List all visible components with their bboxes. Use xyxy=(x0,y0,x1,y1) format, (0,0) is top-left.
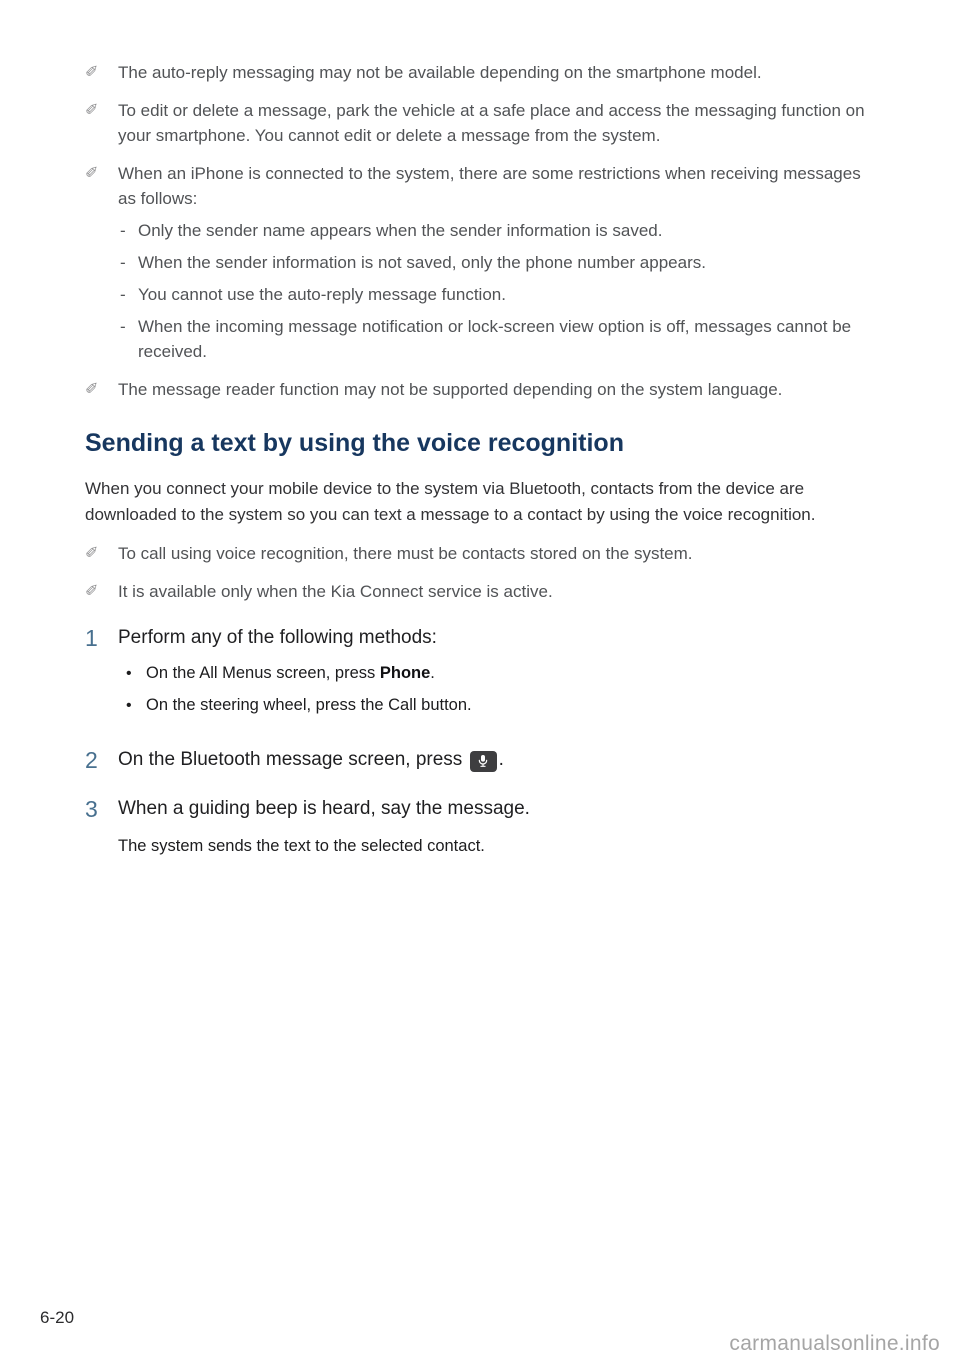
list-item-text: When the incoming message notification or lock-screen view option is off, messages cannot be received. xyxy=(138,317,852,361)
step-1 xyxy=(85,624,872,725)
step-body xyxy=(118,795,872,858)
note-item xyxy=(85,98,872,148)
bullet-text xyxy=(146,661,435,686)
method-bullet-list xyxy=(126,661,872,718)
note-text: The message reader function may not be supported depending on the system language. xyxy=(118,380,783,399)
note-item xyxy=(85,579,872,604)
note-text: When an iPhone is connected to the system, there are some restrictions when receiving messages as follows: xyxy=(118,164,861,208)
step-number: 3 xyxy=(85,796,98,822)
dash-marker: - xyxy=(120,317,126,336)
step-detail-text: The system sends the text to the selected contact. xyxy=(118,837,485,855)
note-item xyxy=(85,377,872,402)
page-number: 6-20 xyxy=(40,1308,75,1327)
mic-icon xyxy=(470,751,497,772)
note-item xyxy=(85,60,872,85)
bullet-text-post: . xyxy=(430,664,435,682)
note-group-iphone-restrictions xyxy=(85,161,872,364)
pen-note-icon: ✐ xyxy=(85,102,99,119)
bullet-marker: • xyxy=(126,665,132,682)
step-body xyxy=(118,624,872,725)
pen-note-icon: ✐ xyxy=(85,165,99,182)
note-text: It is available only when the Kia Connect service is active. xyxy=(118,582,553,601)
step-text-post: . xyxy=(498,749,504,770)
dash-marker: - xyxy=(120,285,126,304)
note-text: To call using voice recognition, there must be contacts stored on the system. xyxy=(118,544,693,563)
note-item xyxy=(85,161,872,211)
list-item xyxy=(120,218,872,243)
list-item-text: You cannot use the auto-reply message function. xyxy=(138,285,506,304)
step-number: 1 xyxy=(85,625,98,651)
step-number: 2 xyxy=(85,747,98,773)
dash-marker: - xyxy=(120,253,126,272)
pen-note-icon: ✐ xyxy=(85,545,99,562)
step-3 xyxy=(85,795,872,858)
step-list xyxy=(85,624,872,858)
pen-note-icon: ✐ xyxy=(85,64,99,81)
list-item-text: When the sender information is not saved, only the phone number appears. xyxy=(138,253,706,272)
step-text: Perform any of the following methods: xyxy=(118,627,437,648)
note-text: To edit or delete a message, park the vehicle at a safe place and access the messaging function on your smartphone. You cannot edit or delete a message from the system. xyxy=(118,101,865,145)
list-item-text: Only the sender name appears when the sender information is saved. xyxy=(138,221,663,240)
phone-label: Phone xyxy=(379,664,431,682)
list-item xyxy=(120,314,872,364)
watermark-text: carmanualsonline.info xyxy=(729,1332,940,1355)
step-text: When a guiding beep is heard, say the message. xyxy=(118,798,530,819)
pen-note-icon: ✐ xyxy=(85,381,99,398)
step-text xyxy=(118,746,872,774)
list-item xyxy=(120,282,872,307)
section-intro: When you connect your mobile device to the system via Bluetooth, contacts from the device are downloaded to the system so you can text a message to a contact by using the voice recognition. xyxy=(85,479,816,524)
bullet-item xyxy=(126,661,872,686)
note-item xyxy=(85,541,872,566)
restriction-list xyxy=(120,218,872,364)
section-title: Sending a text by using the voice recognition xyxy=(85,429,624,457)
bullet-text: On the steering wheel, press the Call button. xyxy=(146,696,472,714)
step-2 xyxy=(85,746,872,774)
note-text: The auto-reply messaging may not be available depending on the smartphone model. xyxy=(118,63,762,82)
list-item xyxy=(120,250,872,275)
step-text-pre: On the Bluetooth message screen, press xyxy=(118,749,468,770)
step-body xyxy=(118,746,872,774)
bullet-text-pre: On the All Menus screen, press xyxy=(146,664,380,682)
dash-marker: - xyxy=(120,221,126,240)
bullet-item xyxy=(126,693,872,718)
bullet-marker: • xyxy=(126,697,132,714)
pen-note-icon: ✐ xyxy=(85,583,99,600)
